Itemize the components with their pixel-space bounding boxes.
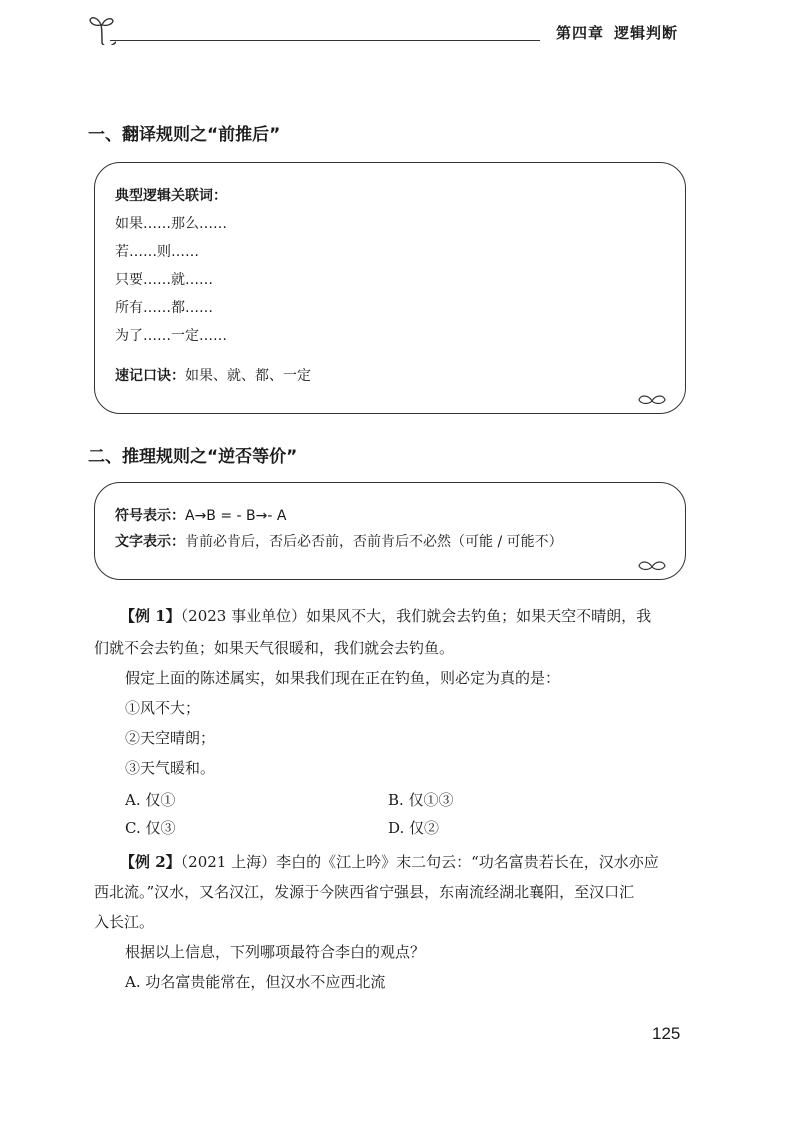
header-title (556, 22, 678, 43)
topic-label: 逻辑判断 (614, 24, 679, 42)
example-1-question: 假定上面的陈述属实，如果我们现在正在钓鱼，则必定为真的是： (125, 669, 561, 687)
example-2-line-1: 【例 2】（2021 上海）李白的《江上吟》末二句云：“功名富贵若长在，汉水亦应 (120, 853, 659, 871)
example-2-question: 根据以上信息，下列哪项最符合李白的观点？ (125, 943, 426, 961)
mnemonic-line (115, 363, 311, 389)
connective-item: 若……则…… (115, 244, 199, 260)
page-number: 125 (652, 1024, 681, 1043)
section-heading-2: 二、推理规则之“逆否等价” (88, 447, 298, 467)
leaf-ornament-icon (637, 393, 667, 407)
connective-item: 为了……一定…… (115, 328, 227, 344)
option-b: B. 仅①③ (388, 791, 454, 809)
statement-item: ①风不大； (125, 699, 201, 717)
chapter-label: 第四章 (556, 24, 605, 42)
section-heading-1: 一、翻译规则之“前推后” (88, 125, 281, 145)
example-1-tag: 【例 1】 (120, 607, 181, 625)
option-a: A. 仅① (125, 791, 176, 809)
symbol-text: A→B = - B→- A (185, 508, 287, 524)
example-2-line-3: 入长江。 (94, 913, 155, 931)
symbol-line (115, 503, 286, 529)
example-1-line-2: 们就不会去钓鱼；如果天气很暖和，我们就会去钓鱼。 (94, 639, 455, 657)
text-line (115, 529, 563, 555)
rule-box-contrapositive (94, 482, 686, 580)
example-1-line-1: 【例 1】（2023 事业单位）如果风不大，我们就会去钓鱼；如果天空不晴朗，我 (120, 607, 652, 625)
mnemonic-text: 如果、就、都、一定 (185, 368, 311, 384)
mnemonic-label: 速记口诀： (115, 368, 185, 384)
connective-item: 只要……就…… (115, 272, 213, 288)
connective-item: 如果……那么…… (115, 216, 227, 232)
option-a: A. 功名富贵能常在，但汉水不应西北流 (125, 973, 386, 991)
text-label: 文字表示： (115, 534, 185, 550)
symbol-label: 符号表示： (115, 508, 185, 524)
statement-item: ③天气暖和。 (125, 759, 216, 777)
example-2-line-2: 西北流。”汉水，又名汉江，发源于今陕西省宁强县，东南流经湖北襄阳，至汉口汇 (94, 883, 635, 901)
option-c: C. 仅③ (125, 819, 176, 837)
header-rule (110, 40, 540, 41)
rule-box-translation (94, 162, 686, 414)
box-title: 典型逻辑关联词： (115, 188, 227, 204)
statement-item: ②天空晴朗； (125, 729, 216, 747)
text-rule: 肯前必肯后，否后必否前，否前肯后不必然（可能 / 可能不） (185, 534, 563, 550)
connective-item: 所有……都…… (115, 300, 213, 316)
leaf-ornament-icon (637, 559, 667, 573)
example-2-tag: 【例 2】 (120, 853, 181, 871)
option-d: D. 仅② (388, 819, 440, 837)
